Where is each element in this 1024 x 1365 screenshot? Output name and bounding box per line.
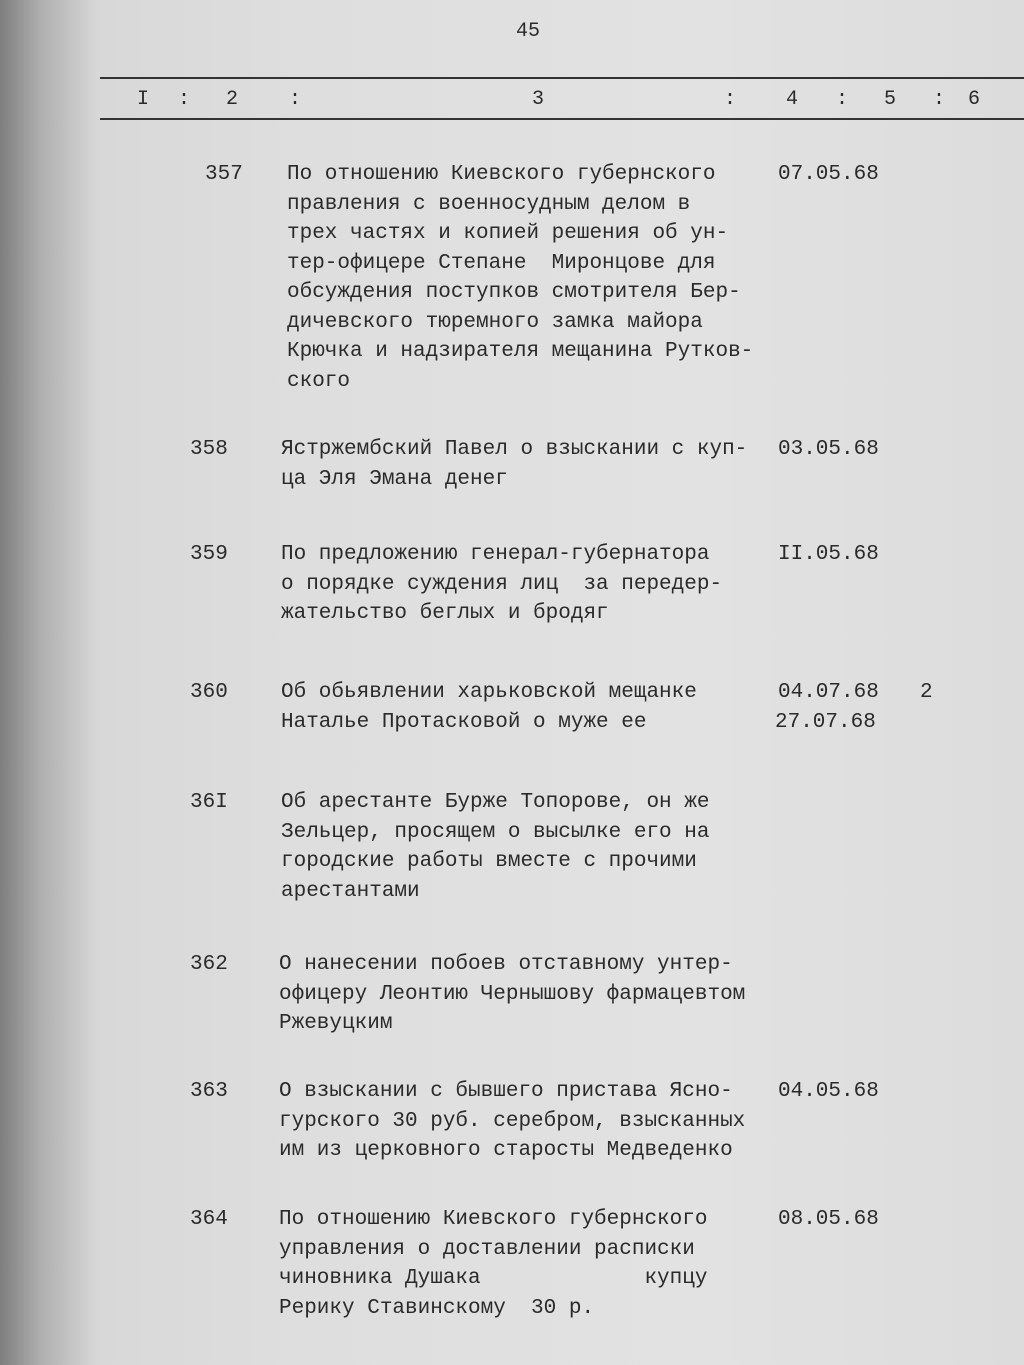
entry-text-line: гурского 30 руб. серебром, взысканных [279, 1109, 746, 1133]
entry-text-line: Наталье Протасковой о муже ее [281, 710, 647, 734]
entry-number: 359 [190, 543, 228, 566]
entry-text-line: дичевского тюремного замка майора [287, 310, 703, 334]
entry-text-line: арестантами [281, 879, 420, 903]
entry-text-line: Крючка и надзирателя мещанина Рутков- [287, 340, 754, 363]
entry-date: 03.05.68 [778, 438, 879, 461]
header-top-rule [100, 77, 1024, 79]
header-sep: : [933, 88, 946, 111]
entry-text-line: По предложению генерал-губернатора [281, 543, 710, 566]
entry-number: 362 [190, 953, 228, 976]
entry-text-line: жательство беглых и бродяг [281, 602, 609, 625]
entry-text-line: Зельцер, просящем о высылке его на [281, 820, 710, 844]
entry-text-line: офицеру Леонтию Чернышову фармацевтом [279, 982, 746, 1006]
entry-text-line: им из церковного старосты Медведенко [279, 1139, 733, 1162]
entry-text-line: Об обьявлении харьковской мещанке [281, 681, 697, 704]
entry-text-line: О взыскании с бывшего пристава Ясно- [279, 1080, 733, 1103]
entry-number: 360 [190, 681, 228, 704]
entry-date: 08.05.68 [778, 1208, 879, 1231]
entry-text-line: правления с военносудным делом в [287, 192, 691, 216]
header-bottom-rule [100, 118, 1024, 120]
page-number: 45 [516, 20, 541, 43]
entry-date: 04.07.68 [778, 681, 879, 704]
entry-text-line: ского [287, 369, 351, 393]
entry-number: 363 [190, 1080, 228, 1103]
entry-text-line: городские работы вместе с прочими [281, 850, 697, 873]
header-col-5: 5 [884, 88, 897, 111]
entry-text-line: трех частях и копией решения об ун- [287, 222, 729, 245]
entry-text-line: управления о доставлении расписки [279, 1237, 695, 1261]
entry-text-line: тер-офицере Степане Миронцове для [287, 251, 716, 275]
header-col-1: I [137, 88, 150, 111]
entry-text-line: Ржевуцким [279, 1012, 393, 1035]
header-col-6: 6 [968, 88, 981, 111]
entry-text-line: о порядке суждения лиц за передер- [281, 572, 723, 596]
entry-date: II.05.68 [778, 543, 879, 566]
entry-text-line: По отношению Киевского губернского [279, 1208, 708, 1231]
entry-number: 358 [190, 438, 228, 461]
header-sep: : [178, 88, 191, 111]
header-sep: : [724, 88, 737, 111]
entry-col6-value: 2 [920, 681, 933, 704]
entry-text-line: ца Эля Эмана денег [281, 467, 508, 491]
entry-number: 357 [205, 163, 243, 186]
page-fold-shadow [0, 0, 100, 1365]
header-sep: : [836, 88, 849, 111]
entry-date: 27.07.68 [775, 710, 876, 734]
entry-text-line: чиновника Душака купцу [279, 1267, 708, 1290]
entry-date: 04.05.68 [778, 1080, 879, 1103]
entry-text-line: Ястржембский Павел о взыскании с куп- [281, 438, 748, 461]
header-sep: : [289, 88, 302, 111]
entry-text-line: О нанесении побоев отставному унтер- [279, 953, 733, 976]
entry-number: 364 [190, 1208, 228, 1231]
header-col-3: 3 [532, 88, 545, 111]
entry-date: 07.05.68 [778, 163, 879, 186]
entry-text-line: По отношению Киевского губернского [287, 163, 716, 186]
entry-text-line: Рерику Ставинскому 30 р. [279, 1296, 595, 1320]
entry-text-line: Об арестанте Бурже Топорове, он же [281, 791, 710, 814]
header-col-2: 2 [226, 88, 239, 111]
entry-text-line: обсуждения поступков смотрителя Бер- [287, 281, 741, 304]
entry-number: 36I [190, 791, 228, 814]
header-col-4: 4 [786, 88, 799, 111]
